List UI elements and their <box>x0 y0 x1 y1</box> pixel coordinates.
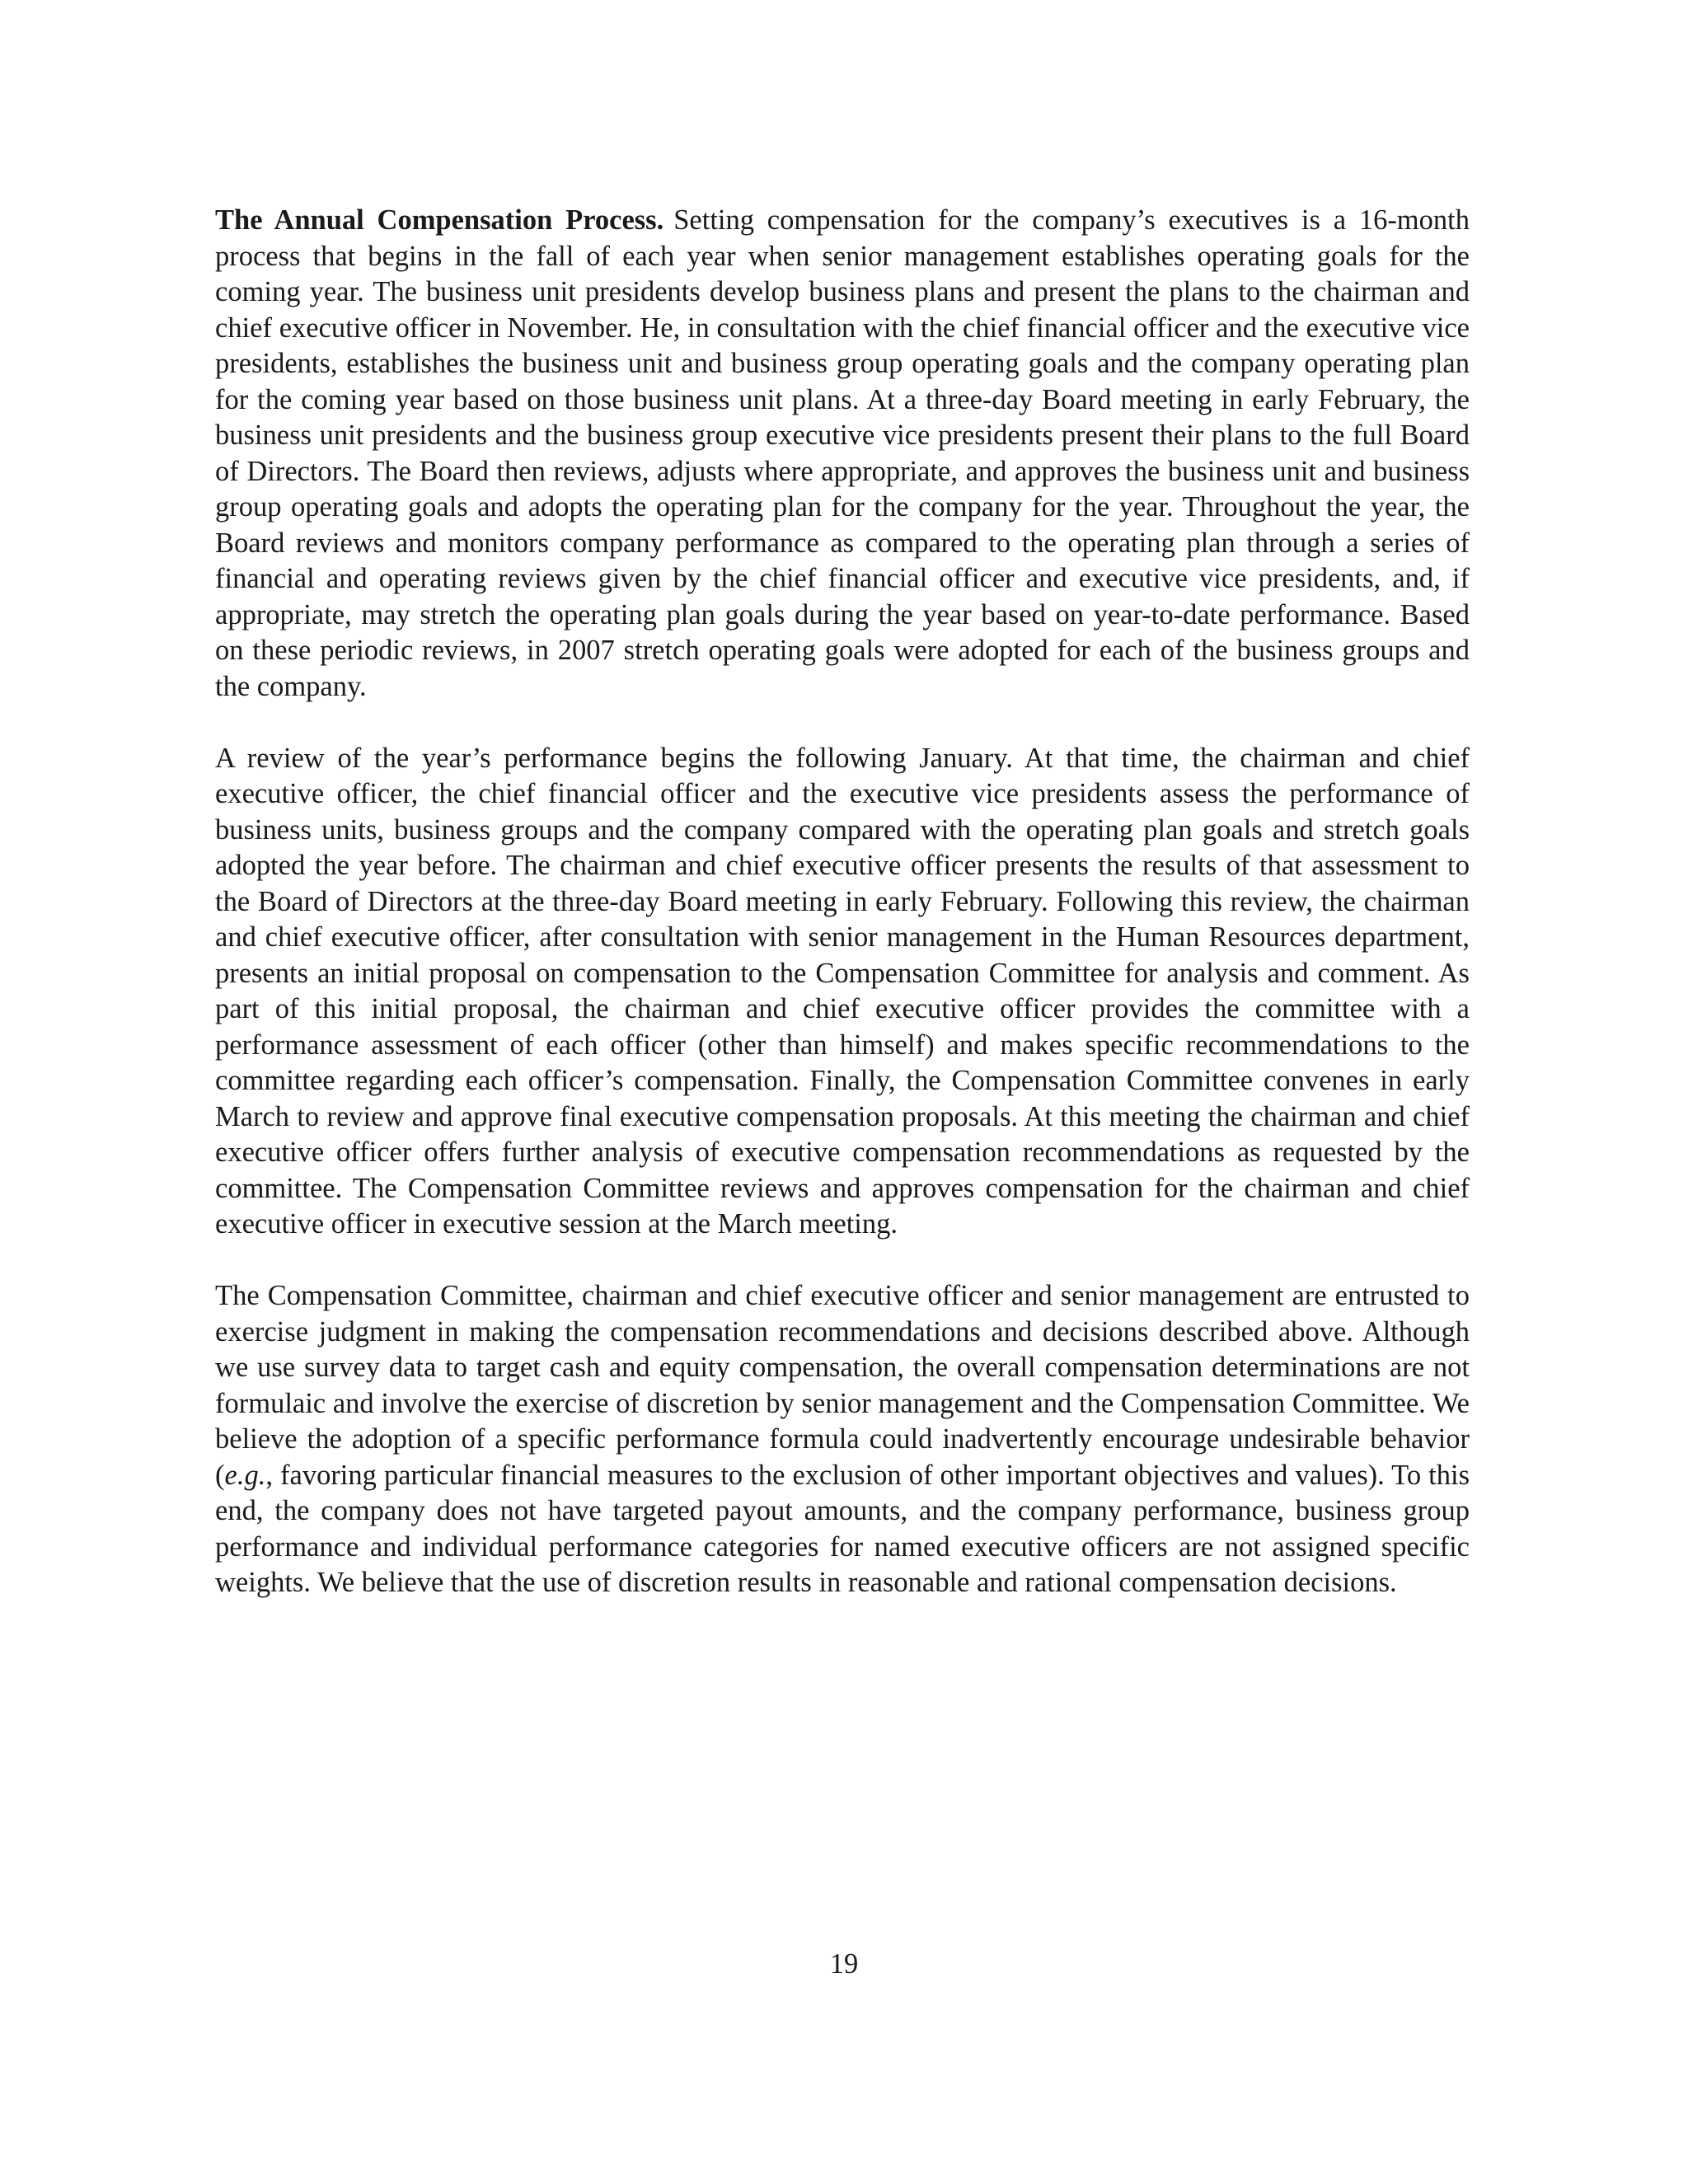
paragraph-annual-process <box>215 203 1470 705</box>
page-number: 19 <box>829 1948 859 1980</box>
section-heading: The Annual Compensation Process. <box>215 204 664 236</box>
paragraph-judgment <box>215 1278 1470 1601</box>
document-body <box>215 203 1470 1637</box>
paragraph-performance-review <box>215 741 1470 1243</box>
emphasis-text: e.g. <box>224 1459 266 1491</box>
paragraph-text: , favoring particular financial measures to the exclusion of other important objectives and values). To this end, the company does not have targeted payout amounts, and the company performance, business group performance and individual performance categories for named executive officers are not assigned specific weights. We believe that the use of discretion results in reasonable and rational compensation decisions. <box>215 1459 1470 1598</box>
paragraph-text: The Compensation Committee, chairman and chief executive officer and senior management are entrusted to exercise judgment in making the compensation recommendations and decisions described above. Although we use survey data to target cash and equity compensation, the overall compensation determinations are not formulaic and involve the exercise of discretion by senior management and the Compensation Committee. We believe the adoption of a specific performance formula could inadvertently encourage undesirable behavior ( <box>215 1280 1470 1491</box>
paragraph-text: Setting compensation for the company’s executives is a 16-month process that begins in the fall of each year when senior management establishes operating goals for the coming year. The business unit presidents develop business plans and present the plans to the chairman and chief executive officer in November. He, in consultation with the chief financial officer and the executive vice presidents, establishes the business unit and business group operating goals and the company operating plan for the coming year based on those business unit plans. At a three-day Board meeting in early February, the business unit presidents and the business group executive vice presidents present their plans to the full Board of Directors. The Board then reviews, adjusts where appropriate, and approves the business unit and business group operating goals and adopts the operating plan for the company for the year. Throughout the year, the Board reviews and monitors company performance as compared to the operating plan through a series of financial and operating reviews given by the chief financial officer and executive vice presidents, and, if appropriate, may stretch the operating plan goals during the year based on year-to-date performance. Based on these periodic reviews, in 2007 stretch operating goals were adopted for each of the business groups and the company. <box>215 204 1470 702</box>
paragraph-text: A review of the year’s performance begins the following January. At that time, the chairman and chief executive officer, the chief financial officer and the executive vice presidents assess the performance of business units, business groups and the company compared with the operating plan goals and stretch goals adopted the year before. The chairman and chief executive officer presents the results of that assessment to the Board of Directors at the three-day Board meeting in early February. Following this review, the chairman and chief executive officer, after consultation with senior management in the Human Resources department, presents an initial proposal on compensation to the Compensation Committee for analysis and comment. As part of this initial proposal, the chairman and chief executive officer provides the committee with a performance assessment of each officer (other than himself) and makes specific recommendations to the committee regarding each officer’s compensation. Finally, the Compensation Committee convenes in early March to review and approve final executive compensation proposals. At this meeting the chairman and chief executive officer offers further analysis of executive compensation recommendations as requested by the committee. The Compensation Committee reviews and approves compensation for the chairman and chief executive officer in executive session at the March meeting. <box>215 742 1470 1240</box>
